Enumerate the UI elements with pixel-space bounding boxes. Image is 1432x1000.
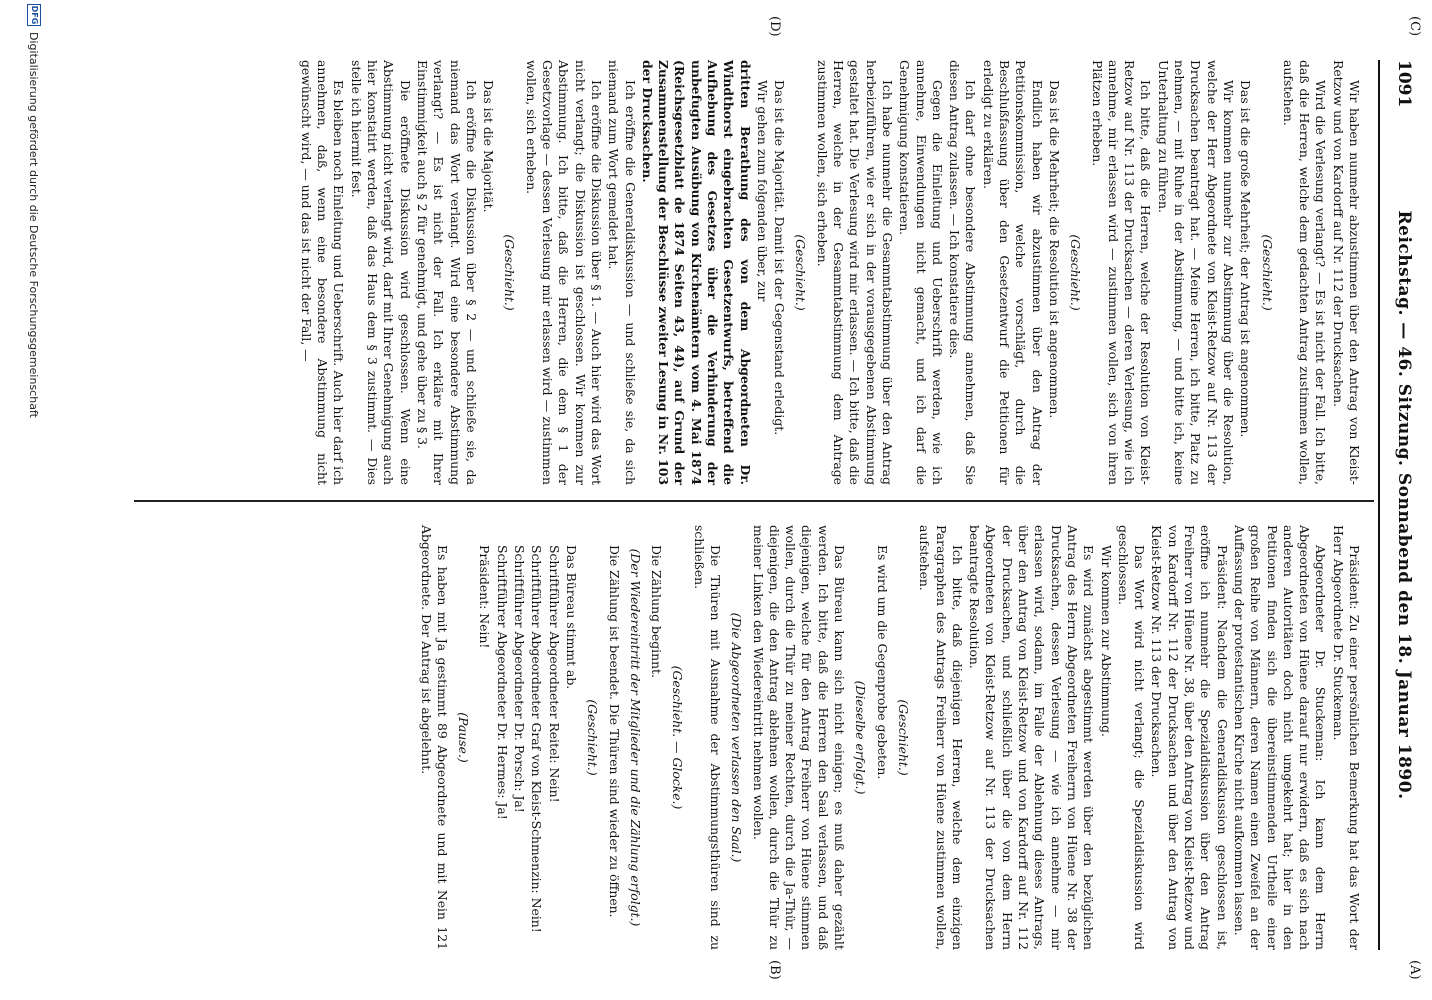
paragraph: Wir gehen zum folgenden über, zur: [754, 80, 770, 302]
paragraph: Ich eröffne die Generaldiskussion — und schließe sie, da sich niemand zum Wort gemeldet hat.: [606, 60, 638, 485]
stage-direction: (Geschieht.): [585, 699, 601, 776]
paragraph: Endlich haben wir abzustimmen über den Antrag der Petitionskommission, welche vorschlägt, durch die Beschlußfassung über den Gesetzentwurf die Petitionen für erledigt zu erklären.: [980, 60, 1045, 485]
column-divider: [134, 500, 1374, 502]
stage-direction: (Der Wiedereintritt der Mitglieder und die Zählung erfolgt.): [627, 548, 643, 927]
paragraph: Ich eröffne die Diskussion über § 1. — Auch hier wird das Wort nicht verlangt; die Diskussion ist geschlossen. Wir kommen zur Abstimmung. Ich bitte, daß die Herren, die dem § 1 der Gesetzvorlage — dessen Verlesung mir erlassen wird — zustimmen wollen, sich erheben.: [523, 60, 604, 485]
paragraph: Präsident: Nein!: [477, 545, 493, 649]
left-text-column: [297, 60, 1362, 485]
paragraph: Es wird zunächst abgestimmt werden über den bezüglichen Antrag des Herrn Abgeordneten Freiherrn von Hüene Nr. 38 der Drucksachen, dessen Verlesung — wie ich annehme — mir erlassen wird, sodann, im Falle der Ablehnung dieses Antrags, über den Antrag von Kleist-Retzow und von Kardorff auf Nr. 112 der Drucksachen, und schließlich über die von dem Herrn Abgeordneten von Kleist-Retzow auf Nr. 113 der Drucksachen beantragte Resolution.: [967, 525, 1097, 950]
margin-marker-b: (B): [767, 960, 782, 980]
paragraph: Gegen die Einleitung und Ueberschrift werden, wie ich annehme, Einwendungen nicht gemacht, und ich darf die Genehmigung konstatieren.: [897, 60, 945, 485]
paragraph: Es haben mit Ja gestimmt 89 Abgeordnete und mit Nein 121 Abgeordnete. Der Antrag ist abgelehnt.: [418, 525, 450, 950]
paragraph: Abgeordneter Dr. Stuckeman: Ich kann dem Herrn Abgeordneten von Hüene darauf nur erwidern, daß es sich nach anderen Autoritäten doch nicht umgekehrt hat; hier in den Petitionen finden sich die übereinstimmenden Urtheile einer großen Reihe von Männern, deren Namen einen Zweifel an der Auffassung der protestantischen Kirche nicht aufkommen lassen.: [1231, 525, 1329, 950]
paragraph: Es bleiben noch Einleitung und Ueberschrift. Auch hier darf ich annehmen, daß, wenn eine besondere Abstimmung nicht gewünscht wird, — und das ist nicht der Fall, —: [298, 60, 347, 485]
paragraph: Ich bitte, daß diejenigen Herren, welche dem einzigen Paragraphen des Antrags Freiherr von Hüene zustimmen wollen, aufstehen.: [917, 525, 965, 950]
dfg-logo-icon: DFG: [27, 4, 41, 26]
paragraph: Ich habe nunmehr die Gesammtabstimmung über den Antrag herbeizuführen, wie er sich in der vorausgegebenen Abstimmung gestaltet hat. Die Verlesung wird mir erlassen. — Ich bitte, daß die Herren, welche in der Gesammtabstimmung dem Antrage zustimmen wollen, sich erheben.: [814, 60, 895, 485]
paragraph: Das Büreau stimmt ab.: [563, 545, 579, 690]
margin-marker-d: (D): [767, 16, 782, 37]
stage-direction: (Geschieht.): [793, 234, 809, 311]
rotated-page: [24, 0, 1432, 1000]
stage-direction: (Geschieht. — Glocke.): [670, 665, 686, 810]
paragraph: Schriftführer Abgeordneter Reitel: Nein!: [546, 545, 562, 803]
paragraph: Das ist die Majorität. Damit ist der Gegenstand erledigt.: [772, 80, 788, 436]
paragraph: Präsident: Nachdem die Generaldiskussion geschlossen ist, eröffne ich nunmehr die Spezialdiskussion über den Antrag Freiherr von Hüene Nr. 38, über den Antrag von Kleist-Retzow und von Kardorff Nr. 112 der Drucksachen und über den Antrag von Kleist-Retzow Nr. 113 der Drucksachen.: [1149, 525, 1230, 950]
paragraph: Ich darf ohne besondere Abstimmung annehmen, daß Sie diesen Antrag zulassen. — Ich konstatiere dies.: [947, 60, 979, 485]
paragraph: Es wird um die Gegenprobe gebeten.: [874, 545, 890, 780]
paragraph: Die Zählung ist beendet. Die Thüren sind wieder zu öffnen.: [606, 545, 622, 918]
footer-text: Digitalisierung gefördert durch die Deutsche Forschungsgemeinschaft: [27, 32, 41, 418]
stage-direction: (Geschieht.): [1068, 234, 1084, 311]
stage-direction: (Geschieht.): [502, 234, 518, 311]
page-header: [1378, 60, 1432, 950]
paragraph: Wir haben nunmehr abzustimmen über den Antrag von Kleist-Retzow und von Kardorff auf Nr. 112 der Drucksachen.: [1330, 60, 1362, 485]
paragraph: Das Büreau kann sich nicht einigen; es muß daher gezählt werden. Ich bitte, daß die Herren den Saal verlassen, und daß diejenigen, welche für den Antrag Freiherr von Hüene stimmen wollen, durch die Thür zu meiner Rechten, durch die Ja-Thür, — diejenigen, die den Antrag ablehnen wollen, durch die Thür zu meiner Linken den Wiedereintritt nehmen wollen.: [750, 525, 848, 950]
stage-direction: (Geschieht.): [1259, 234, 1275, 311]
paragraph: Schriftführer Abgeordneter Dr. Hermes: Ja!: [494, 545, 510, 820]
paragraph: Ich eröffne die Diskussion über § 2 — und schließe sie, da niemand das Wort verlangt. Wird eine besondere Abstimmung verlangt? — Es ist nicht der Fall. Ich erkläre mit Ihrer Einstimmigkeit auch § 2 für genehmigt, und gehe über zu § 3.: [414, 60, 479, 485]
paragraph: Die Zählung beginnt.: [649, 545, 665, 678]
paragraph: Das ist die Majorität.: [481, 80, 497, 213]
paragraph: Die eröffnete Diskussion wird geschlossen. Wenn eine Abstimmung nicht verlangt wird, darf mit Ihrer Genehmigung auch hier konstatirt werden, daß das Haus dem § 3 zustimmt. — Dies stelle ich hiermit fest.: [348, 60, 413, 485]
right-text-column: [416, 525, 1362, 950]
paragraph: Das ist die Mehrheit; die Resolution ist angenommen.: [1046, 80, 1062, 419]
paragraph: Ich bitte, daß die Herren, welche der Resolution von Kleist-Retzow auf Nr. 113 der Drucksachen — deren Verlesung, wie ich annehme, mir erlassen wird — zustimmen wollen, sich von ihren Plätzen erheben.: [1089, 60, 1154, 485]
stage-direction: (Pause.): [456, 712, 472, 763]
paragraph: Wir kommen zur Abstimmung.: [1098, 545, 1114, 737]
paragraph: Das Wort wird nicht verlangt; die Spezialdiskussion wird geschlossen.: [1115, 525, 1148, 950]
paragraph: Schriftführer Abgeordneter Dr. Porsch: Ja!: [512, 545, 528, 813]
paragraph: Präsident: Zu einer persönlichen Bemerkung hat das Wort der Herr Abgeordnete Dr. Stuckeman.: [1330, 525, 1362, 950]
paragraph: Wird die Verlesung verlangt? — Es ist nicht der Fall. Ich bitte, daß die Herren, welche dem gedachten Antrag zustimmen wollen, aufstehen.: [1280, 60, 1329, 485]
paragraph: dritten Berathung des von dem Abgeordneten Dr. Windthorst eingebrachten Gesetzentwurfs, betreffend die Aufhebung des Gesetzes über die Verhinderung der unbefugten Ausübung von Kirchenämtern vom 4. Mai 1874 (Reichsgesetzblatt de 1874 Seiten 43, 44), auf Grund der Zusammenstellung der Beschlüsse zweiter Lesung in Nr. 103 der Drucksachen.: [639, 60, 753, 485]
stage-direction: (Die Abgeordneten verlassen den Saal.): [729, 612, 745, 863]
stage-direction: (Geschieht.): [895, 699, 911, 776]
paragraph: Die Thüren mit Ausnahme der Abstimmungsthüren sind zu schließen.: [691, 525, 724, 950]
page-title: Reichstag. — 46. Sitzung. Sonnabend den 18. Januar 1890.: [1394, 210, 1414, 800]
margin-marker-c: (C): [1407, 16, 1422, 37]
paragraph: Schriftführer Abgeordneter Graf von Kleist-Schmenzin: Nein!: [529, 545, 545, 933]
page-number: 1091: [1394, 60, 1414, 108]
paragraph: Wir kommen nunmehr zur Abstimmung über die Resolution, welche der Herr Abgeordnete von Kleist-Retzow auf Nr. 113 der Drucksachen beantragt hat. — Meine Herren, ich bitte, Platz zu nehmen, — mit Ruhe in der Abstimmung, — und bitte ich, keine Unterhaltung zu führen.: [1155, 60, 1236, 485]
paragraph: Das ist die große Mehrheit; der Antrag ist angenommen.: [1238, 80, 1254, 438]
stage-direction: (Dieselbe erfolgt.): [853, 680, 869, 795]
margin-marker-a: (A): [1407, 960, 1422, 980]
digitization-footer: [24, 0, 44, 1000]
